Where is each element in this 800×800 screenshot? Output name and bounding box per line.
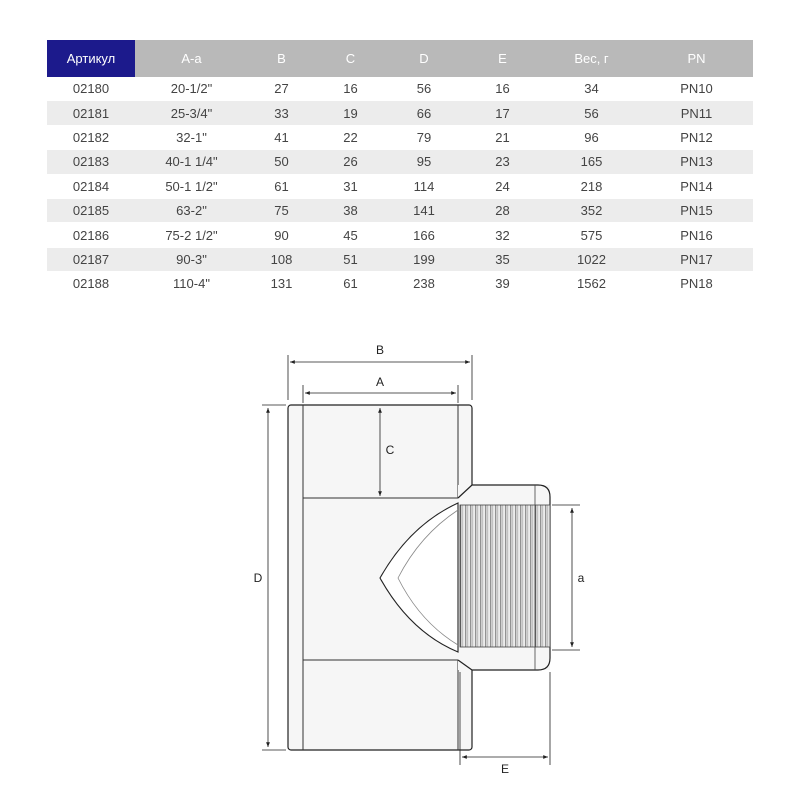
header-pn[interactable]: PN — [640, 40, 753, 77]
cell-c: 61 — [315, 272, 386, 296]
cell-weight: 56 — [543, 101, 640, 125]
cell-b: 50 — [248, 150, 315, 174]
cell-a-a: 63-2" — [135, 198, 248, 222]
cell-b: 75 — [248, 198, 315, 222]
header-article[interactable]: Артикул — [47, 40, 135, 77]
cell-b: 33 — [248, 101, 315, 125]
cell-a-a: 40-1 1/4" — [135, 150, 248, 174]
cell-d: 166 — [386, 223, 462, 247]
cell-weight: 218 — [543, 174, 640, 198]
cell-e: 24 — [462, 174, 543, 198]
cell-b: 90 — [248, 223, 315, 247]
dim-label-b: B — [375, 343, 385, 357]
cell-article: 02187 — [47, 247, 135, 271]
header-weight[interactable]: Вес, г — [543, 40, 640, 77]
cell-a-a: 75-2 1/2" — [135, 223, 248, 247]
cell-pn: PN14 — [640, 174, 753, 198]
cell-pn: PN18 — [640, 272, 753, 296]
cell-weight: 1022 — [543, 247, 640, 271]
dim-label-e: E — [500, 762, 510, 776]
cell-d: 79 — [386, 125, 462, 149]
cell-pn: PN15 — [640, 198, 753, 222]
cell-c: 31 — [315, 174, 386, 198]
cell-article: 02183 — [47, 150, 135, 174]
cell-e: 39 — [462, 272, 543, 296]
cell-pn: PN12 — [640, 125, 753, 149]
cell-c: 16 — [315, 77, 386, 101]
cell-d: 66 — [386, 101, 462, 125]
cell-a-a: 20-1/2" — [135, 77, 248, 101]
cell-e: 23 — [462, 150, 543, 174]
cell-c: 38 — [315, 198, 386, 222]
cell-article: 02186 — [47, 223, 135, 247]
cell-b: 41 — [248, 125, 315, 149]
cell-e: 17 — [462, 101, 543, 125]
cell-a-a: 50-1 1/2" — [135, 174, 248, 198]
cell-article: 02182 — [47, 125, 135, 149]
cell-d: 141 — [386, 198, 462, 222]
header-b[interactable]: B — [248, 40, 315, 77]
cell-pn: PN17 — [640, 247, 753, 271]
cell-a-a: 90-3" — [135, 247, 248, 271]
cell-pn: PN16 — [640, 223, 753, 247]
cell-e: 32 — [462, 223, 543, 247]
dim-label-c: C — [385, 443, 395, 457]
cell-a-a: 32-1" — [135, 125, 248, 149]
cell-a-a: 110-4" — [135, 272, 248, 296]
header-c[interactable]: C — [315, 40, 386, 77]
cell-weight: 1562 — [543, 272, 640, 296]
cell-article: 02181 — [47, 101, 135, 125]
threaded-branch — [458, 485, 550, 670]
cell-weight: 575 — [543, 223, 640, 247]
cell-weight: 352 — [543, 198, 640, 222]
cell-pn: PN11 — [640, 101, 753, 125]
cell-article: 02180 — [47, 77, 135, 101]
cell-e: 21 — [462, 125, 543, 149]
cell-e: 35 — [462, 247, 543, 271]
dim-label-small-a: a — [577, 571, 585, 585]
cell-article: 02184 — [47, 174, 135, 198]
cell-d: 95 — [386, 150, 462, 174]
header-a-a[interactable]: A-a — [135, 40, 248, 77]
cell-d: 238 — [386, 272, 462, 296]
cell-weight: 165 — [543, 150, 640, 174]
cell-d: 199 — [386, 247, 462, 271]
header-e[interactable]: E — [462, 40, 543, 77]
dim-label-a: A — [375, 375, 385, 389]
cell-b: 61 — [248, 174, 315, 198]
cell-pn: PN13 — [640, 150, 753, 174]
cell-b: 131 — [248, 272, 315, 296]
cell-c: 26 — [315, 150, 386, 174]
cell-pn: PN10 — [640, 77, 753, 101]
cell-d: 114 — [386, 174, 462, 198]
cell-weight: 96 — [543, 125, 640, 149]
dim-label-d: D — [253, 571, 263, 585]
cell-b: 27 — [248, 77, 315, 101]
cell-article: 02188 — [47, 272, 135, 296]
cell-c: 51 — [315, 247, 386, 271]
cell-b: 108 — [248, 247, 315, 271]
cell-article: 02185 — [47, 198, 135, 222]
cell-a-a: 25-3/4" — [135, 101, 248, 125]
cell-d: 56 — [386, 77, 462, 101]
cell-weight: 34 — [543, 77, 640, 101]
cell-e: 28 — [462, 198, 543, 222]
cell-e: 16 — [462, 77, 543, 101]
cell-c: 19 — [315, 101, 386, 125]
cell-c: 22 — [315, 125, 386, 149]
internal-thread — [460, 505, 550, 647]
header-d[interactable]: D — [386, 40, 462, 77]
cell-c: 45 — [315, 223, 386, 247]
